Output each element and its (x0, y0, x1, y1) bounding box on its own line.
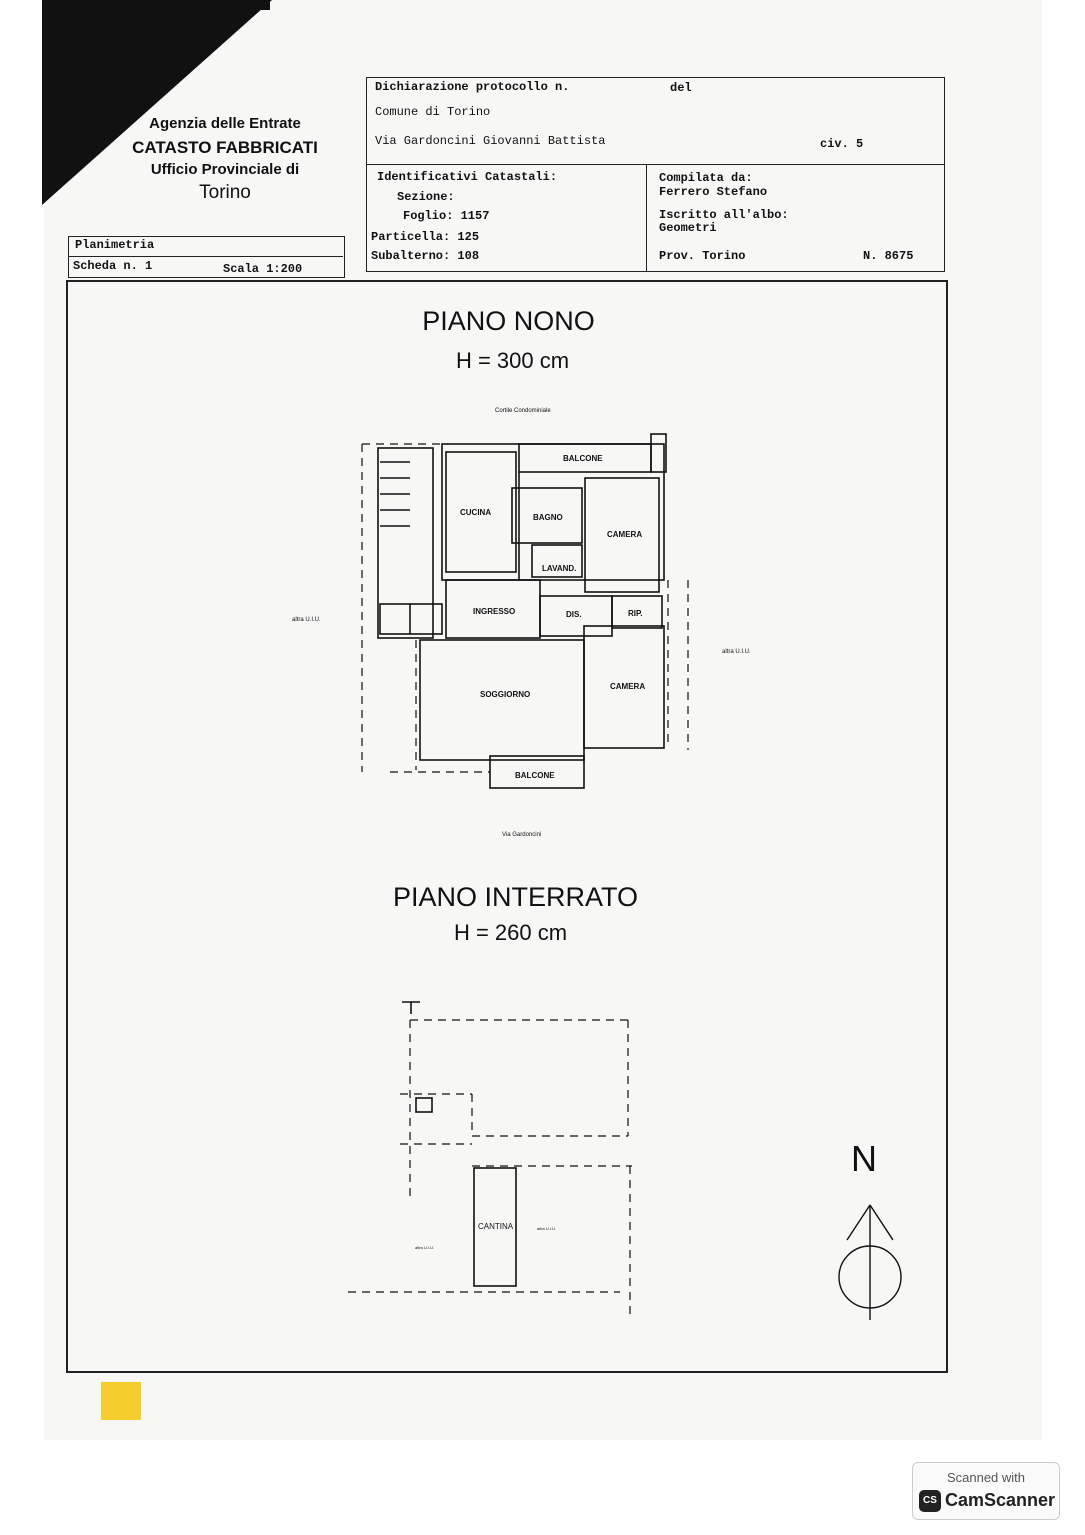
ufficio-provinciale: Ufficio Provinciale di (150, 161, 300, 178)
floor1-height: H = 300 cm (455, 348, 570, 373)
altra-uiu-right-label: altra U.I.U. (722, 649, 751, 655)
del-label: del (670, 81, 692, 95)
subalterno-label: Subalterno: 108 (371, 249, 480, 263)
floor2-height: H = 260 cm (453, 920, 568, 945)
dichiarazione-label: Dichiarazione protocollo n. (375, 80, 570, 94)
compilata-label: Compilata da: (659, 171, 753, 185)
yellow-sticker (101, 1382, 141, 1420)
planimetria-label: Planimetria (75, 238, 155, 252)
balcone-top-label: BALCONE (563, 454, 603, 463)
foglio-label: Foglio: 1157 (403, 209, 490, 223)
soggiorno-outline (420, 640, 584, 760)
altra-uiu-left-label: altra U.I.U. (292, 617, 321, 623)
cucina-label: CUCINA (460, 508, 492, 517)
comune-label: Comune di Torino (375, 105, 491, 119)
soggiorno-label: SOGGIORNO (480, 690, 531, 699)
civ-label: civ. 5 (820, 137, 864, 151)
floor2-title: PIANO INTERRATO (392, 882, 639, 912)
rip-label: RIP. (628, 609, 643, 618)
via-label: Via Gardoncini Giovanni Battista (375, 134, 606, 148)
scala-label: Scala 1:200 (223, 262, 303, 276)
altra-uiu-cantina-left: altra U.I.U. (415, 1245, 435, 1250)
sezione-label: Sezione: (397, 190, 455, 204)
lavand-label: LAVAND. (542, 564, 577, 573)
scheda-label: Scheda n. 1 (73, 259, 153, 273)
ingresso-label: INGRESSO (473, 607, 516, 616)
via-gardoncini-label: Via Gardoncini (502, 832, 542, 838)
cantina-label: CANTINA (478, 1222, 514, 1231)
prov-label: Prov. Torino (659, 249, 746, 263)
catasto-fabbricati: CATASTO FABBRICATI (132, 138, 318, 157)
north-label: N (851, 1138, 877, 1179)
floor1-title: PIANO NONO (422, 306, 595, 336)
numero-label: N. 8675 (863, 249, 914, 263)
particella-label: Particella: 125 (371, 230, 480, 244)
camera2-label: CAMERA (610, 682, 646, 691)
balcone-bottom-label: BALCONE (515, 771, 555, 780)
camera1-label: CAMERA (607, 530, 643, 539)
camscanner-brand: CamScanner (945, 1490, 1056, 1510)
camscanner-badge (912, 1462, 1060, 1520)
iscritto-label: Iscritto all'albo: (659, 208, 789, 222)
dis-label: DIS. (566, 610, 582, 619)
scanned-with-label: Scanned with (946, 1470, 1026, 1485)
identificativi-label: Identificativi Catastali: (377, 170, 558, 184)
compilatore-name: Ferrero Stefano (659, 185, 768, 199)
bagno-label: BAGNO (533, 513, 563, 522)
albo-value: Geometri (659, 221, 717, 235)
ufficio-city: Torino (199, 182, 251, 203)
cortile-label: Cortile Condominiale (495, 408, 551, 414)
north-arrow-symbol (839, 1205, 901, 1320)
agency-name: Agenzia delle Entrate (149, 115, 301, 132)
camscanner-logo-icon: CS (919, 1490, 941, 1512)
altra-uiu-cantina-right: altra U.I.U. (537, 1226, 557, 1231)
